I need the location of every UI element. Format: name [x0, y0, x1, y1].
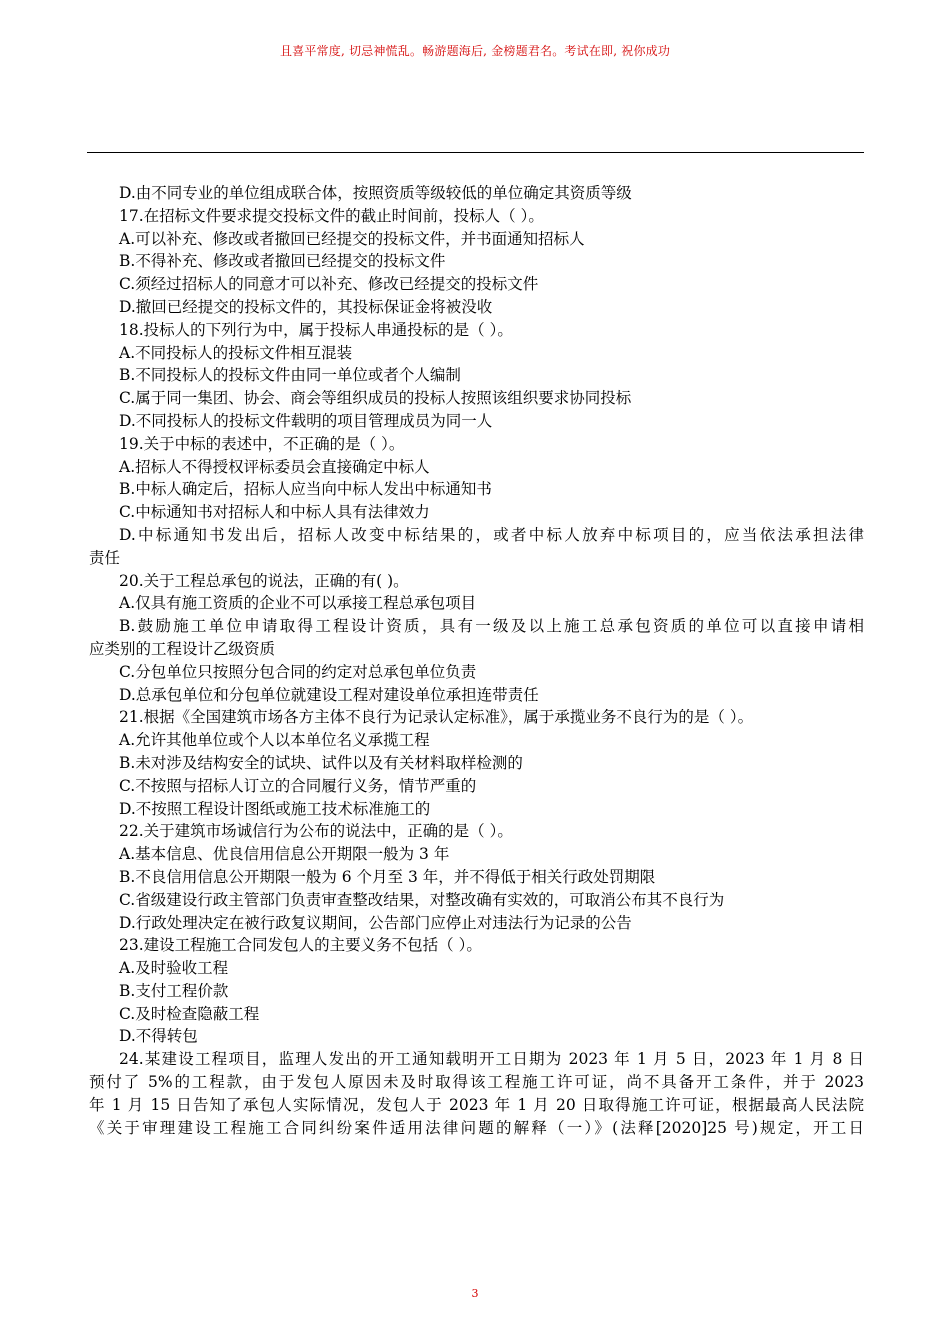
option-line: B.未对涉及结构安全的试块、试件以及有关材料取样检测的 — [119, 753, 523, 772]
option-line: A.可以补充、修改或者撤回已经提交的投标文件，并书面通知招标人 — [119, 229, 585, 248]
option-line: C.中标通知书对招标人和中标人具有法律效力 — [119, 503, 430, 522]
question-stem-continued: 年 1 月 15 日告知了承包人实际情况，发包人于 2023 年 1 月 20 日取得施工许可证，根据最高人民法院 — [89, 1095, 864, 1114]
question-stem-22: 22.关于建筑市场诚信行为公布的说法中，正确的是（ ）。 — [119, 822, 513, 841]
option-line: A.招标人不得授权评标委员会直接确定中标人 — [119, 457, 430, 476]
question-stem-18: 18.投标人的下列行为中，属于投标人串通投标的是（ ）。 — [119, 320, 513, 339]
option-line: D.不按照工程设计图纸或施工技术标准施工的 — [119, 799, 431, 818]
question-stem-continued: 《关于审理建设工程施工合同纠纷案件适用法律问题的解释（一）》(法释[2020]25 号)规定，开工日 — [89, 1118, 864, 1137]
option-line: A.基本信息、优良信用信息公开期限一般为 3 年 — [119, 845, 450, 864]
page-number: 3 — [471, 1287, 479, 1300]
option-line: C.分包单位只按照分包合同的约定对总承包单位负责 — [119, 662, 477, 681]
option-line: D.不同投标人的投标文件载明的项目管理成员为同一人 — [119, 411, 493, 430]
option-line-continued: 应类别的工程设计乙级资质 — [89, 639, 276, 658]
option-line: B.支付工程价款 — [119, 981, 229, 1000]
question-stem-19: 19.关于中标的表述中，不正确的是（ ）。 — [119, 434, 405, 453]
option-line: A.允许其他单位或个人以本单位名义承揽工程 — [119, 731, 430, 750]
header-divider — [87, 152, 864, 153]
option-line: D.总承包单位和分包单位就建设工程对建设单位承担连带责任 — [119, 685, 539, 704]
option-line: B.不得补充、修改或者撤回已经提交的投标文件 — [119, 252, 446, 271]
option-line: C.须经过招标人的同意才可以补充、修改已经提交的投标文件 — [119, 275, 539, 294]
option-line: D.行政处理决定在被行政复议期间，公告部门应停止对违法行为记录的公告 — [119, 913, 632, 932]
question-stem-24: 24.某建设工程项目，监理人发出的开工通知载明开工日期为 2023 年 1 月 5 日，2023 年 1 月 8 日 — [119, 1050, 864, 1069]
option-line: C.及时检查隐蔽工程 — [119, 1004, 260, 1023]
option-line: A.不同投标人的投标文件相互混装 — [119, 343, 353, 362]
text-line: D.由不同专业的单位组成联合体，按照资质等级较低的单位确定其资质等级 — [119, 184, 632, 202]
option-line: C.不按照与招标人订立的合同履行义务，情节严重的 — [119, 776, 477, 795]
option-line: B.中标人确定后，招标人应当向中标人发出中标通知书 — [119, 480, 492, 499]
header-motto: 且喜平常度, 切忌神慌乱。畅游题海后, 金榜题君名。考试在即, 祝你成功 — [279, 44, 671, 58]
option-line: B.不同投标人的投标文件由同一单位或者个人编制 — [119, 366, 461, 385]
option-line: A.仅具有施工资质的企业不可以承接工程总承包项目 — [119, 594, 477, 613]
option-line: C.省级建设行政主管部门负责审查整改结果，对整改确有实效的，可取消公布其不良行为 — [119, 890, 725, 909]
option-line: D.撤回已经提交的投标文件的，其投标保证金将被没收 — [119, 297, 493, 316]
question-stem-continued: 预付了 5%的工程款，由于发包人原因未及时取得该工程施工许可证，尚不具备开工条件，并于 2023 — [89, 1073, 864, 1092]
option-line: D.中标通知书发出后，招标人改变中标结果的，或者中标人放弃中标项目的，应当依法承担法律 — [119, 525, 864, 544]
option-line: B.鼓励施工单位申请取得工程设计资质，具有一级及以上施工总承包资质的单位可以直接申请相 — [119, 617, 864, 636]
question-stem-21: 21.根据《全国建筑市场各方主体不良行为记录认定标准》，属于承揽业务不良行为的是（ ）。 — [119, 708, 754, 727]
option-line: D.不得转包 — [119, 1027, 198, 1046]
option-line-continued: 责任 — [89, 548, 121, 567]
option-line: A.及时验收工程 — [119, 959, 229, 978]
question-stem-17: 17.在招标文件要求提交投标文件的截止时间前，投标人（ ）。 — [119, 206, 544, 225]
option-line: C.属于同一集团、协会、商会等组织成员的投标人按照该组织要求协同投标 — [119, 389, 632, 408]
question-stem-23: 23.建设工程施工合同发包人的主要义务不包括（ ）。 — [119, 936, 482, 955]
question-stem-20: 20.关于工程总承包的说法，正确的有( )。 — [119, 571, 409, 590]
option-line: B.不良信用信息公开期限一般为 6 个月至 3 年，并不得低于相关行政处罚期限 — [119, 867, 656, 886]
question-body — [89, 182, 864, 1139]
